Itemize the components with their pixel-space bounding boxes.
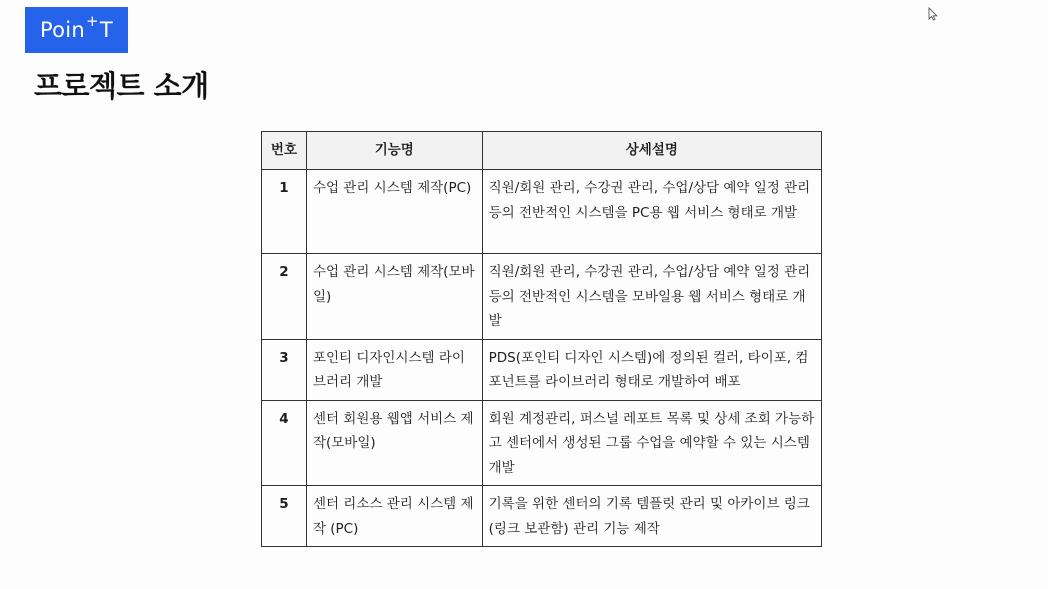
row-number: 2 — [262, 254, 307, 340]
table-row — [262, 170, 822, 254]
brand-logo — [25, 7, 128, 53]
page-title: 프로젝트 소개 — [34, 69, 209, 103]
row-feature-name: 센터 회원용 웹앱 서비스 제작(모바일) — [306, 400, 482, 486]
table-row — [262, 486, 822, 547]
header-no: 번호 — [262, 132, 307, 170]
row-description: 직원/회원 관리, 수강권 관리, 수업/상담 예약 일정 관리 등의 전반적인 시스템을 모바일용 웹 서비스 형태로 개발 — [482, 254, 821, 340]
row-description: 기록을 위한 센터의 기록 템플릿 관리 및 아카이브 링크(링크 보관함) 관리 기능 제작 — [482, 486, 821, 547]
header-name: 기능명 — [306, 132, 482, 170]
row-description: 직원/회원 관리, 수강권 관리, 수업/상담 예약 일정 관리 등의 전반적인 시스템을 PC용 웹 서비스 형태로 개발 — [482, 170, 821, 254]
row-feature-name: 센터 리소스 관리 시스템 제작 (PC) — [306, 486, 482, 547]
row-description: PDS(포인티 디자인 시스템)에 정의된 컬러, 타이포, 컴포넌트를 라이브러리 형태로 개발하여 배포 — [482, 339, 821, 400]
row-number: 3 — [262, 339, 307, 400]
row-number: 5 — [262, 486, 307, 547]
row-feature-name: 수업 관리 시스템 제작(PC) — [306, 170, 482, 254]
table-row — [262, 339, 822, 400]
table-header-row — [262, 132, 822, 170]
logo-text-left: Poin — [39, 18, 86, 42]
row-number: 1 — [262, 170, 307, 254]
row-description: 회원 계정관리, 퍼스널 레포트 목록 및 상세 조회 가능하고 센터에서 생성된 그룹 수업을 예약할 수 있는 시스템 개발 — [482, 400, 821, 486]
mouse-pointer-icon — [928, 7, 938, 21]
row-feature-name: 포인티 디자인시스템 라이브러리 개발 — [306, 339, 482, 400]
feature-table — [261, 131, 822, 547]
table-row — [262, 254, 822, 340]
logo-text-right: T — [99, 18, 114, 42]
table-row — [262, 400, 822, 486]
row-number: 4 — [262, 400, 307, 486]
header-desc: 상세설명 — [482, 132, 821, 170]
row-feature-name: 수업 관리 시스템 제작(모바일) — [306, 254, 482, 340]
logo-plus: + — [86, 12, 99, 30]
